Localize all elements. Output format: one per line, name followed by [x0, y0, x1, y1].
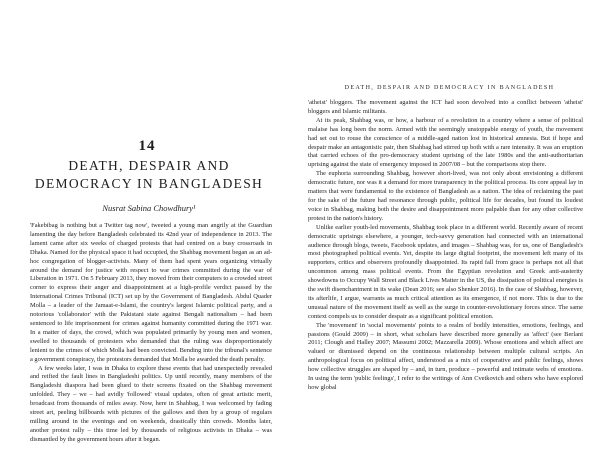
chapter-title-line-2: DEMOCRACY IN BANGLADESH — [34, 176, 264, 191]
right-page — [302, 0, 600, 464]
right-paragraph-1: 'atheist' bloggers. The movement against the ICT had soon devolved into a conflict between 'atheist' bloggers and Islamic militants. — [308, 99, 583, 115]
chapter-author: Nusrat Sabina Chowdhury¹ — [102, 203, 196, 213]
right-paragraph-2: At its peak, Shahbag was, or how, a harbour of a revolution in a country where a sense of political malaise has long been the norm. Armed with the seemingly unstoppable energy of youth, the movement had set out to rouse the conscience of a middle-aged nation lost in historical amnesia. But if hope and despair make an antagonistic pair, then Shahbag had stirred up both with a rare intensity. It was an eruption that carried echoes of the pro-democracy student uprising of the late 1980s and the anti-authoritarian uprising against the state of emergency imposed in 2007/08 – but the comparisons stop there. — [308, 116, 583, 169]
left-body-text — [30, 222, 272, 464]
chapter-title — [20, 157, 278, 193]
left-paragraph-1: 'Fakebibag is nothing but a Twitter tag now', tweeted a young man angrily at the Guardian lamenting the day before Bangladesh celebrated its 42nd year of independence in 2013. The lament came after six weeks of charged protests that had centred on a busy crossroads in Dhaka. Named for the physical space it had occupied, the Shahbag movement began as an ad-hoc congregation of blogger-activists. Many of them had spent years organizing virtually around the demand for justice with respect to war crimes committed during the war of Liberation in 1971. On 5 February 2013, they moved from their computers to a crowded street corner to express their anger and disappointment at a high-profile verdict passed by the International Crimes Tribunal (ICT) set up by the Government of Bangladesh. Abdul Quader Molla – a leader of the Jamaat-e-Islami, the country's largest Islamic political party, and a notorious 'collaborator' with the Pakistani state against Bengali nationalism – had been sentenced to life imprisonment for crimes against humanity committed during the 1971 war. In a matter of days, the crowd, which was populated primarily by young men and women, swelled to thousands of protesters who demanded that the ruling was disproportionately lenient to the crimes of which Molla had been convicted. Bending into the tribunal's sentence a government conspiracy, the protestors demanded that Molla be awarded the death penalty. — [30, 222, 272, 363]
right-paragraph-5: The 'movement' in 'social movements' points to a realm of bodily intensities, emotions, feelings, and passions (Gould 2009) – in short, what scholars have described more generally as 'affect' (see Berlant 2011; Clough and Halley 2007; Massumi 2002; Mazzarella 2009). Whose emotions and which affect are valued or dismissed depend on the continuous relationship between multiple cultural scripts. An anthropological focus on political affect, understood as a mix of cooperative and public feelings, shows how collective struggles are shaped by – and, in turn, produce – powerful and intimate webs of emotions. In using the term 'public feelings', I refer to the writings of Ann Cvetkovich and others who have explored how global — [308, 321, 583, 391]
left-page — [0, 0, 298, 464]
right-body-text — [308, 99, 583, 464]
right-paragraph-3: The euphoria surrounding Shahbag, however short-lived, was not only about envisioning a different democratic future, nor was it a demand for more transparency in the political process. Its core appeal lay in matters that were fundamental to the existence of Bangladesh as a nation. The idea of reclaiming the past for the sake of the future had resonance through public, political life for decades, but found its loudest voice in Shahbag, making both the desire and disappointment more palpable than for any other collective protest in the nation's history. — [308, 170, 583, 222]
running-head: DEATH, DESPAIR AND DEMOCRACY IN BANGLADESH — [344, 85, 555, 91]
left-paragraph-2: A few weeks later, I was in Dhaka to explore these events that had unexpectedly revealed and reified the fault lines in Bangladeshi politics. Up until recently, many members of the Bangladeshi diaspora had been glued to their screens fixated on the Shahbag movement unfolded. They – we – had avidly 'followed' visual updates, often of great artistic merit, broadcast from thousands of miles away. Now, here in Shahbag, I was welcomed by fading street art, peeling billboards with pictures of the gallows and then by a group of regulars milling around in the evenings and on weekends, drastically thin crowds. Months later, another protest rally – this time led by thousands of religious activists in Dhaka – was dismantled by the government hours after it began. — [30, 364, 272, 443]
chapter-number: 14 — [138, 138, 156, 154]
chapter-title-line-1: DEATH, DESPAIR AND — [68, 158, 230, 173]
right-paragraph-4: Unlike earlier youth-led movements, Shahbag took place in a different world. Recently aware of recent democratic uprisings elsewhere, a younger, tech-savvy generation had connected with an international audience through blogs, tweets, Facebook updates, and images – Shahbag was, for us, one of Bangladesh's most photographed political events. Yet, despite its large digital footprint, the movement left many of its supporters, critics and observers profoundly disappointed. Its rapid fall from grace is perhaps not all that uncommon among mass political events. From the Egyptian revolution and Greek anti-austerity showdowns to Occupy Wall Street and Black Lives Matter in the US, the dissipation of political energies is the swift disenchantment in its wake (Dean 2016; see also Shenker 2016). In the case of Shahbag, however, its afterlife, I argue, warrants as much critical attention as its emergence, if not more. This is due to the unusual nature of the movement itself as well as the surge in counter-revolutionary forces since. The same context compels us to consider despair as a significant political emotion. — [308, 223, 583, 320]
